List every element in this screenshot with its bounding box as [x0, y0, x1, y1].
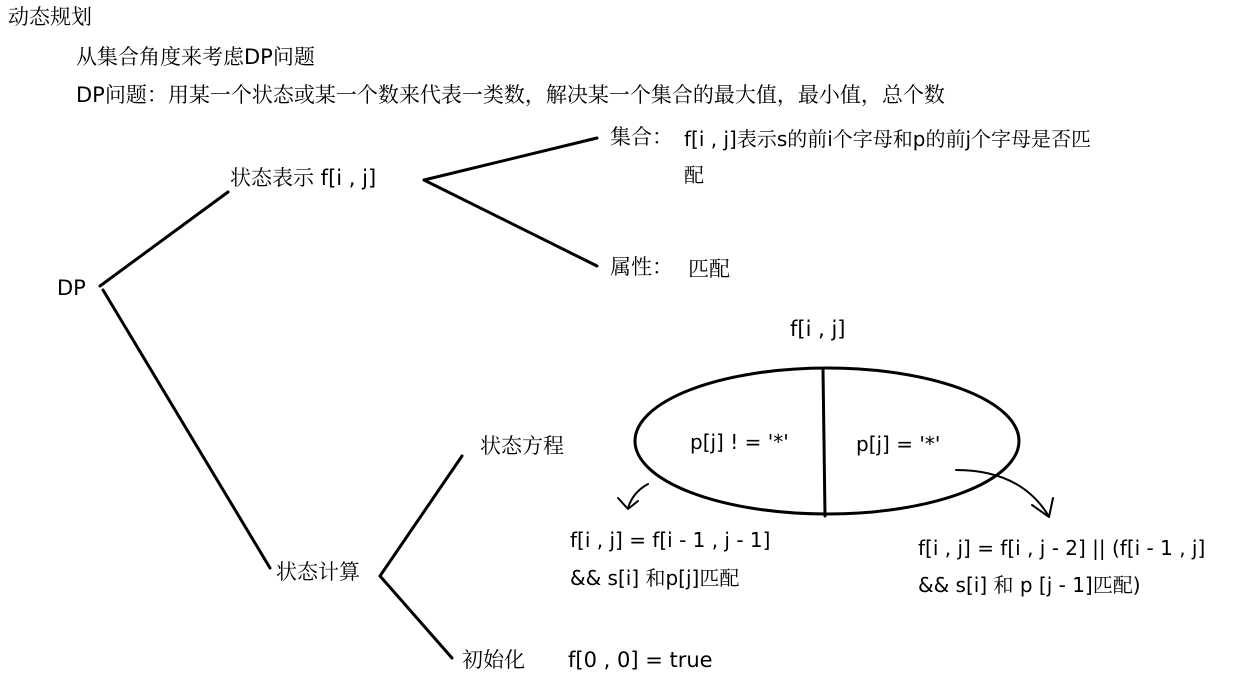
set-description-line1: f[i , j]表示s的前i个字母和p的前j个字母是否匹	[684, 127, 1092, 151]
node-initialization: 初始化	[462, 648, 525, 672]
branch-calc-to-init	[380, 576, 452, 658]
branch-dp-to-state-calc	[103, 290, 270, 568]
arrow-left	[628, 484, 648, 508]
node-state-calculation: 状态计算	[276, 560, 360, 584]
attribute-value: 匹配	[688, 257, 730, 281]
ellipse-right-case: p[j] = '*'	[856, 432, 941, 456]
branch-repr-to-set	[424, 138, 597, 180]
equation-right-line2: && s[i] 和 p [j - 1]匹配)	[918, 573, 1141, 597]
ellipse-title: f[i , j]	[790, 317, 846, 341]
equation-left-line1: f[i , j] = f[i - 1 , j - 1]	[570, 528, 771, 552]
node-state-representation: 状态表示 f[i , j]	[230, 166, 377, 190]
branch-calc-to-equation	[380, 456, 462, 576]
ellipse-left-case: p[j] ! = '*'	[690, 430, 789, 454]
equation-right-line1: f[i , j] = f[i , j - 2] || (f[i - 1 , j]	[918, 536, 1206, 560]
root-node-dp: DP	[57, 276, 86, 300]
set-label: 集合：	[610, 125, 673, 149]
page-title: 动态规划	[8, 5, 92, 29]
ellipse-divider	[823, 369, 825, 516]
definition: DP问题：用某一个状态或某一个数来代表一类数，解决某一个集合的最大值，最小值，总个数	[76, 83, 945, 107]
initialization-value: f[0 , 0] = true	[568, 648, 713, 672]
attribute-label: 属性：	[610, 255, 673, 279]
set-description-line2: 配	[684, 163, 704, 187]
branch-dp-to-state-repr	[100, 192, 228, 286]
equation-left-line2: && s[i] 和p[j]匹配	[570, 566, 740, 590]
branch-repr-to-attr	[424, 180, 597, 266]
arrow-right	[956, 470, 1048, 515]
node-state-equation: 状态方程	[480, 434, 564, 458]
subtitle: 从集合角度来考虑DP问题	[76, 45, 315, 69]
